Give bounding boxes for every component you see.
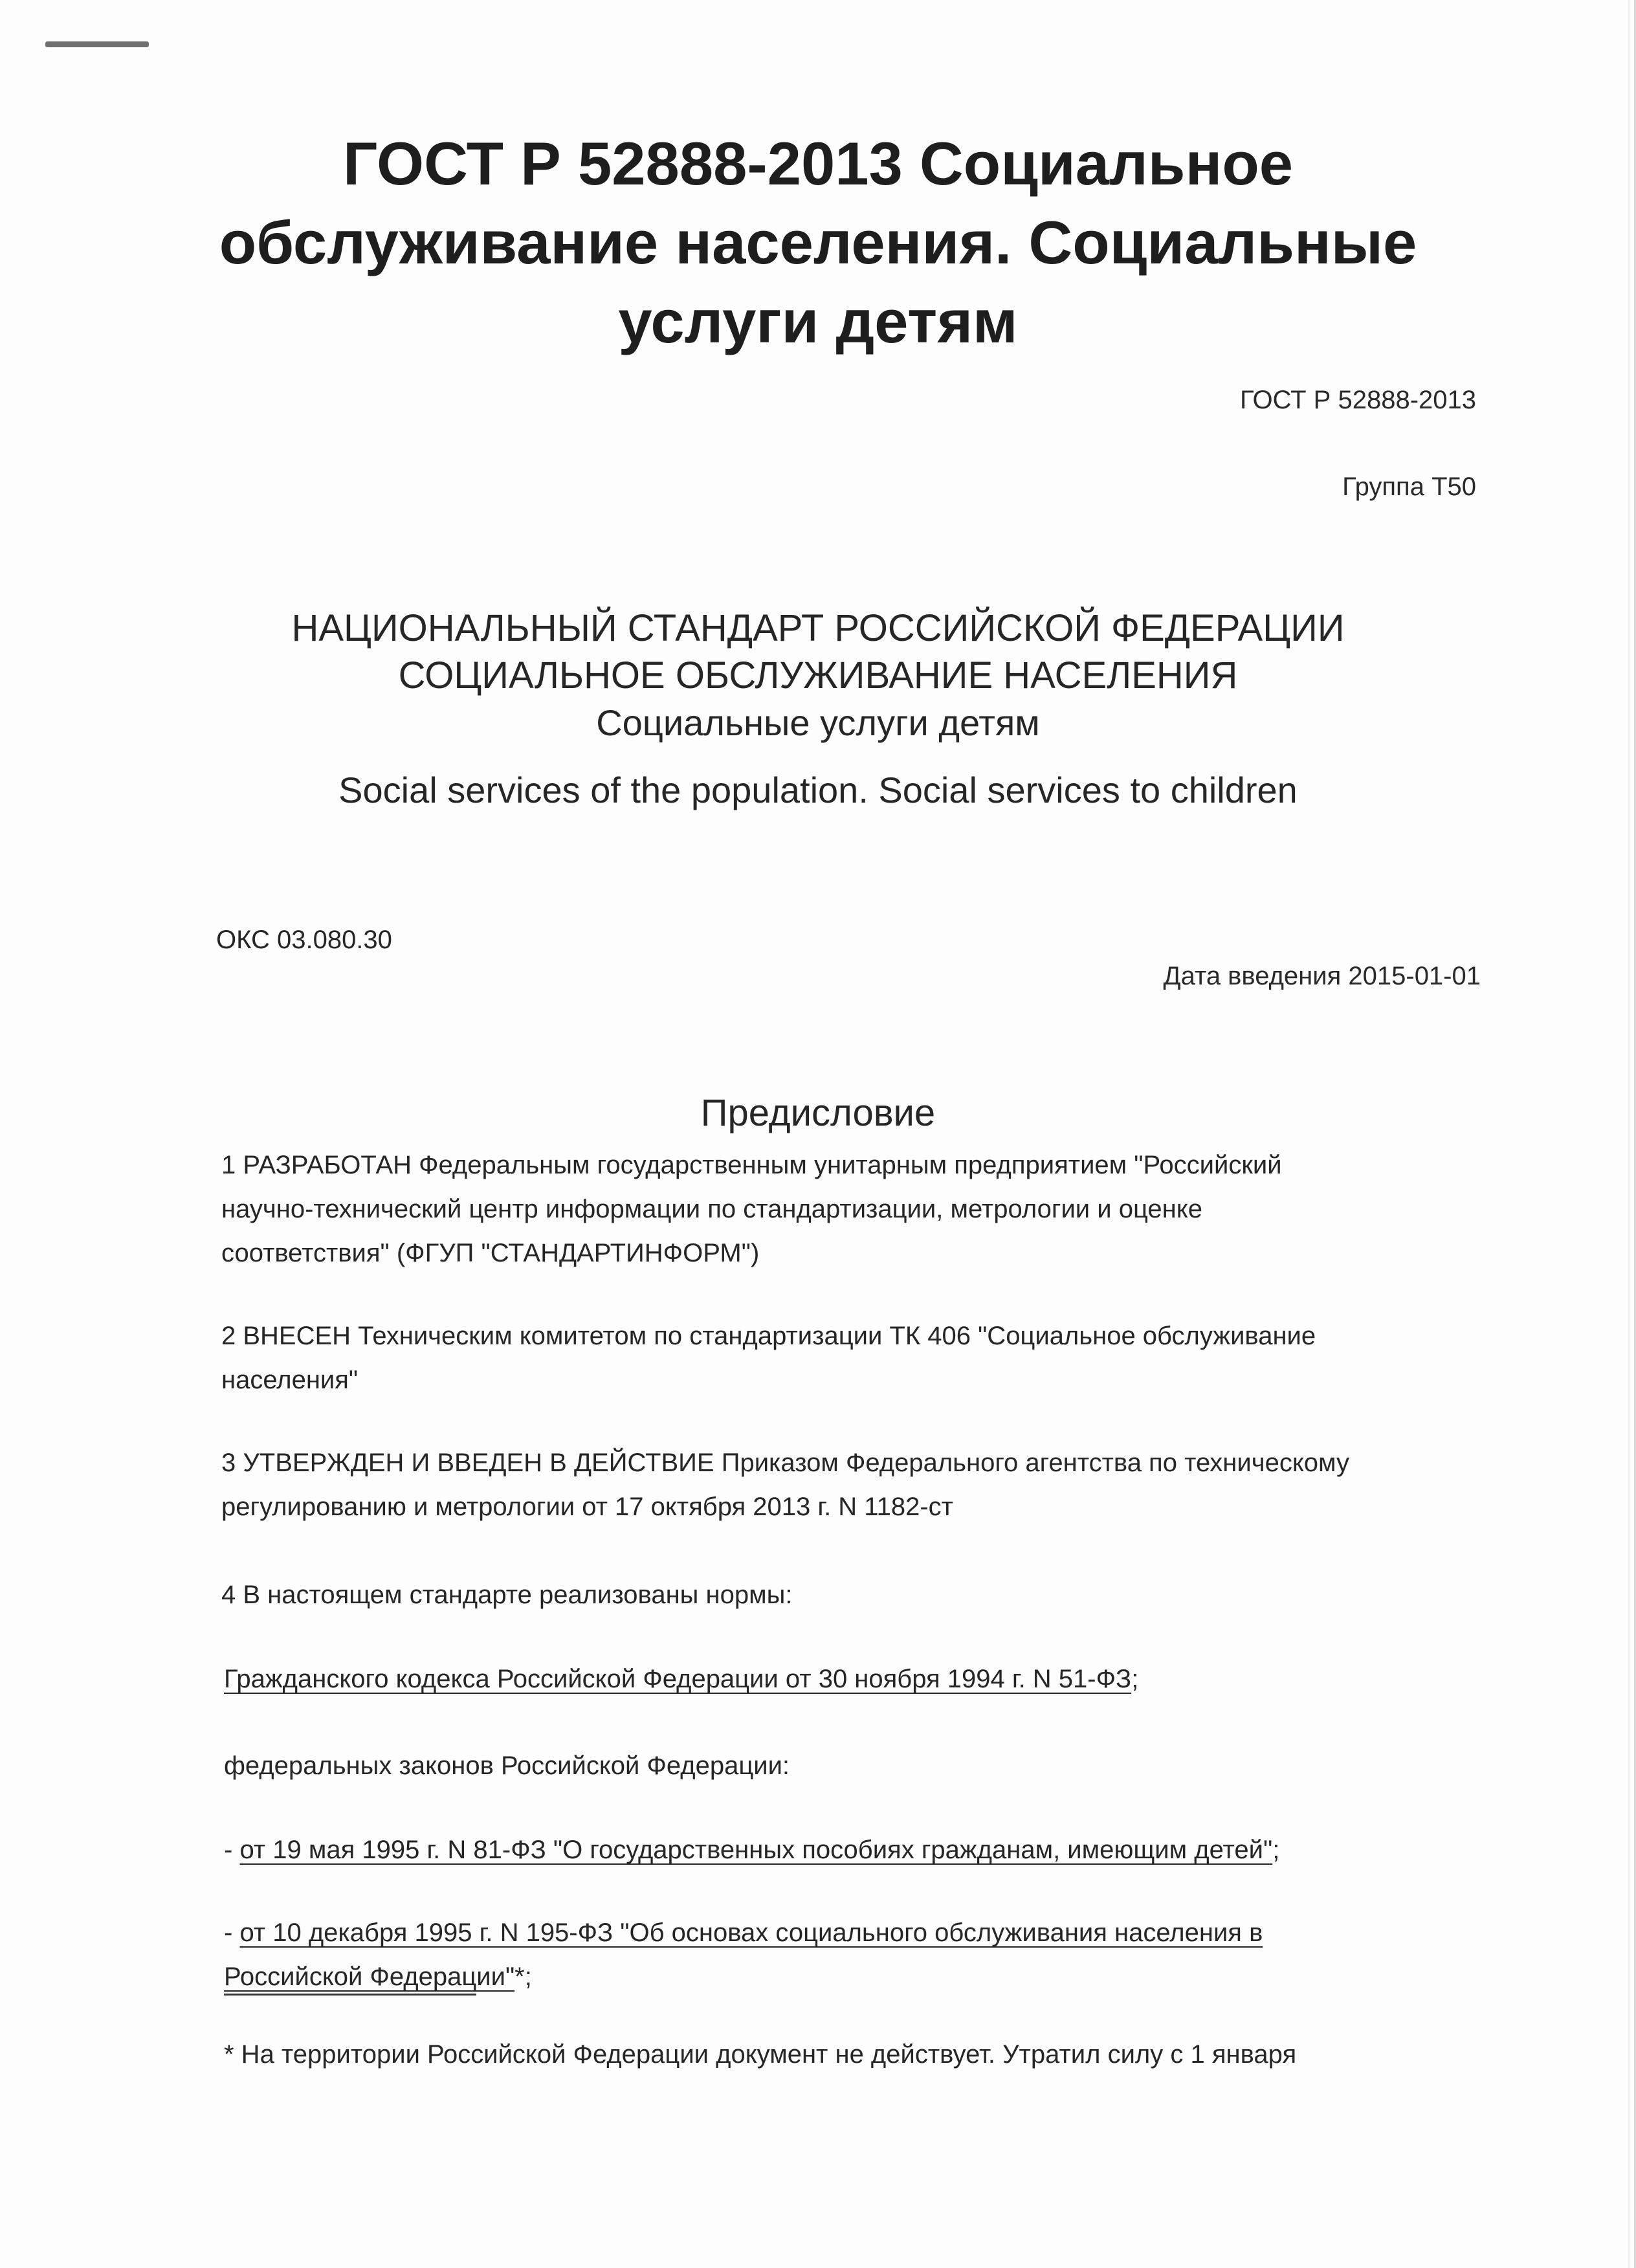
standard-subtitle: Социальные услуги детям: [596, 702, 1040, 743]
preface-item-1-line: соответствия" (ФГУП "СТАНДАРТИНФОРМ"): [221, 1239, 760, 1267]
scan-mark: [45, 41, 149, 47]
preface-heading: Предисловие: [700, 1092, 936, 1134]
civil-code-link[interactable]: Гражданского кодекса Российской Федерации от 30 ноября 1994 г. N 51-ФЗ: [224, 1665, 1132, 1693]
document-title: [0, 124, 1636, 361]
preface-item-3: [221, 1441, 1349, 1529]
law-reference-2: [224, 1911, 1263, 1999]
law-2-link-line2[interactable]: Российской Федерации": [224, 1962, 515, 1991]
standard-designation: ГОСТ Р 52888-2013: [1240, 386, 1476, 414]
preface-item-2-line: населения": [221, 1366, 359, 1394]
preface-item-1-line: научно-технический центр информации по стандартизации, метрологии и оценке: [221, 1195, 1202, 1223]
preface-item-2-line: 2 ВНЕСЕН Техническим комитетом по стандартизации ТК 406 "Социальное обслуживание: [221, 1322, 1316, 1350]
preface-item-2: [221, 1314, 1316, 1402]
federal-laws-label: федеральных законов Российской Федерации:: [224, 1751, 790, 1780]
standard-group: Группа Т50: [1342, 472, 1476, 501]
document-title-line: услуги детям: [618, 287, 1018, 355]
law-reference-1: [224, 1828, 1279, 1872]
national-standard-label: НАЦИОНАЛЬНЫЙ СТАНДАРТ РОССИЙСКОЙ ФЕДЕРАЦИИ: [291, 607, 1345, 649]
document-title-line: обслуживание населения. Социальные: [219, 208, 1417, 276]
footnote-divider: [224, 1994, 476, 1996]
standard-title-caps: СОЦИАЛЬНОЕ ОБСЛУЖИВАНИЕ НАСЕЛЕНИЯ: [398, 654, 1238, 696]
preface-item-4: 4 В настоящем стандарте реализованы нормы:: [221, 1581, 793, 1609]
preface-item-1: [221, 1143, 1282, 1275]
document-title-line: ГОСТ Р 52888-2013 Социальное: [342, 129, 1294, 197]
standard-header: [0, 605, 1636, 746]
law-2-suffix: *;: [514, 1962, 532, 1991]
preface-item-3-line: регулированию и метрологии от 17 октября 2013 г. N 1182-ст: [221, 1493, 953, 1521]
oks-code: ОКС 03.080.30: [216, 926, 392, 954]
law-1-suffix: ;: [1272, 1836, 1280, 1864]
law-1-dash: -: [224, 1836, 240, 1864]
introduction-date: Дата введения 2015-01-01: [1163, 962, 1481, 990]
preface-item-3-line: 3 УТВЕРЖДЕН И ВВЕДЕН В ДЕЙСТВИЕ Приказом Федерального агентства по техническому: [221, 1449, 1349, 1477]
standard-english-title: Social services of the population. Social services to children: [338, 770, 1298, 810]
preface-item-1-line: 1 РАЗРАБОТАН Федеральным государственным унитарным предприятием "Российский: [221, 1151, 1282, 1179]
civil-code-suffix: ;: [1131, 1665, 1139, 1693]
law-2-link-line1[interactable]: от 10 декабря 1995 г. N 195-ФЗ "Об основах социального обслуживания населения в: [239, 1918, 1263, 1947]
law-2-dash: -: [224, 1918, 240, 1947]
civil-code-reference: [224, 1657, 1138, 1701]
footnote: * На территории Российской Федерации документ не действует. Утратил силу с 1 января: [224, 2040, 1297, 2069]
law-1-link[interactable]: от 19 мая 1995 г. N 81-ФЗ "О государственных пособиях гражданам, имеющим детей": [239, 1836, 1273, 1864]
